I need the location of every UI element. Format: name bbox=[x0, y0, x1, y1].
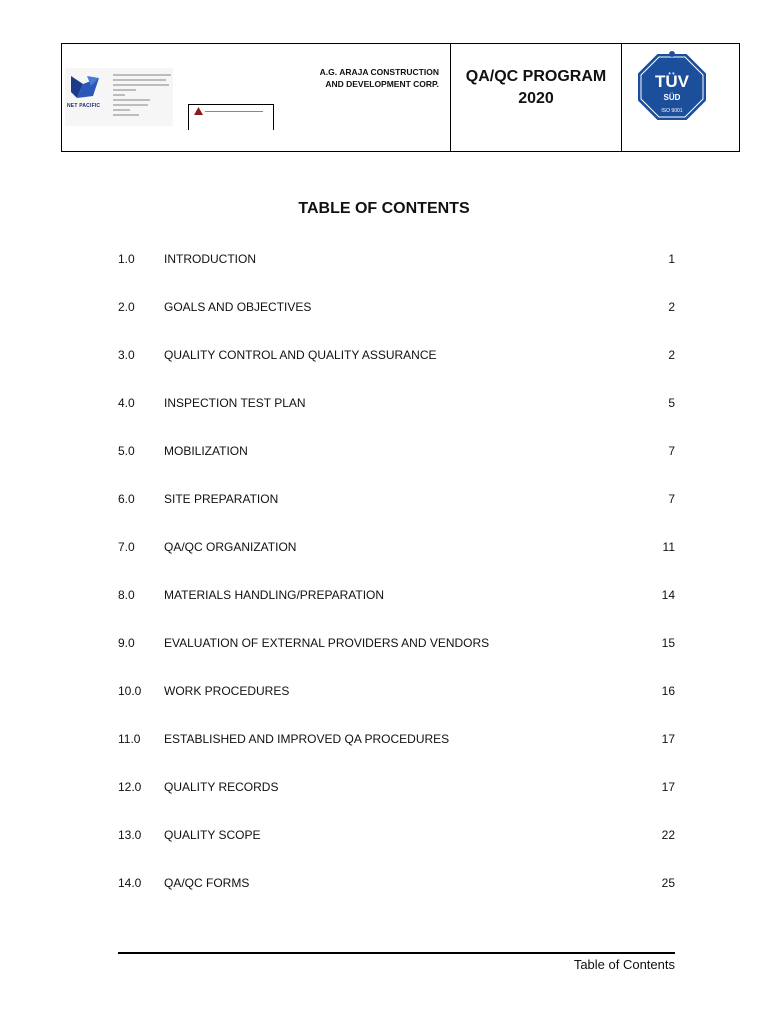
toc-entry-number: 9.0 bbox=[118, 636, 135, 650]
toc-entry-number: 4.0 bbox=[118, 396, 135, 410]
toc-entry bbox=[118, 875, 675, 891]
footer-rule bbox=[118, 952, 675, 954]
net-pacific-mark-icon bbox=[69, 74, 101, 100]
toc-entry-number: 11.0 bbox=[118, 732, 141, 746]
toc-entry bbox=[118, 731, 675, 747]
document-header bbox=[61, 43, 740, 152]
toc-entry-number: 6.0 bbox=[118, 492, 135, 506]
toc-entry-number: 3.0 bbox=[118, 348, 135, 362]
toc-entry-number: 8.0 bbox=[118, 588, 135, 602]
tuv-sub-text: SÜD bbox=[663, 93, 681, 102]
toc-entry-number: 12.0 bbox=[118, 780, 142, 794]
toc-entry-number: 14.0 bbox=[118, 876, 142, 890]
toc-entry-title: SITE PREPARATION bbox=[164, 492, 279, 506]
toc-entry bbox=[118, 635, 675, 651]
toc-entry-page: 2 bbox=[668, 300, 675, 314]
toc-entry bbox=[118, 683, 675, 699]
company-name bbox=[294, 66, 439, 90]
program-title-line2: 2020 bbox=[518, 90, 554, 107]
araja-logo-rule bbox=[205, 111, 263, 112]
toc-entry-number: 5.0 bbox=[118, 444, 135, 458]
toc-entry-title: MOBILIZATION bbox=[164, 444, 248, 458]
toc-entry-page: 15 bbox=[661, 636, 675, 650]
toc-entry bbox=[118, 299, 675, 315]
toc-entry-page: 22 bbox=[661, 828, 675, 842]
toc-entry-title: QUALITY SCOPE bbox=[164, 828, 261, 842]
toc-entry-title: QA/QC FORMS bbox=[164, 876, 250, 890]
company-name-line1: A.G. ARAJA CONSTRUCTION bbox=[319, 67, 439, 77]
toc-entry-title: ESTABLISHED AND IMPROVED QA PROCEDURES bbox=[164, 732, 450, 746]
toc-entry bbox=[118, 491, 675, 507]
program-title-line1: QA/QC PROGRAM bbox=[465, 68, 607, 85]
toc-entry bbox=[118, 587, 675, 603]
toc-entry-title: QA/QC ORGANIZATION bbox=[164, 540, 297, 554]
net-pacific-logo bbox=[65, 68, 173, 126]
toc-entry-page: 14 bbox=[661, 588, 675, 602]
toc-entry-title: GOALS AND OBJECTIVES bbox=[164, 300, 312, 314]
toc-entry-page: 7 bbox=[668, 444, 675, 458]
toc-entry-page: 11 bbox=[662, 540, 675, 554]
toc-entry-page: 25 bbox=[661, 876, 675, 890]
araja-logo-box bbox=[188, 104, 274, 130]
toc-entry-page: 17 bbox=[661, 732, 675, 746]
toc-entry-page: 1 bbox=[668, 252, 675, 266]
toc-entry-page: 2 bbox=[668, 348, 675, 362]
toc-entry-page: 17 bbox=[661, 780, 675, 794]
toc-entry bbox=[118, 347, 675, 363]
header-divider bbox=[621, 44, 622, 151]
araja-logo-icon bbox=[194, 107, 203, 115]
toc-entry-title: EVALUATION OF EXTERNAL PROVIDERS AND VENDORS bbox=[164, 636, 490, 650]
toc-entry-number: 7.0 bbox=[118, 540, 135, 554]
toc-entry-number: 13.0 bbox=[118, 828, 142, 842]
tuv-brand-text: TÜV bbox=[655, 72, 689, 91]
footer-label: Table of Contents bbox=[573, 957, 675, 972]
toc-entry bbox=[118, 251, 675, 267]
toc-entry bbox=[118, 539, 675, 555]
toc-entry-title: WORK PROCEDURES bbox=[164, 684, 290, 698]
toc-entry-page: 16 bbox=[661, 684, 675, 698]
toc-entry-title: QUALITY CONTROL AND QUALITY ASSURANCE bbox=[164, 348, 437, 362]
toc-title: TABLE OF CONTENTS bbox=[298, 200, 470, 217]
toc-entry-page: 5 bbox=[668, 396, 675, 410]
toc-entry-page: 7 bbox=[668, 492, 675, 506]
toc-entry bbox=[118, 443, 675, 459]
toc-entry bbox=[118, 827, 675, 843]
toc-entry-title: INTRODUCTION bbox=[164, 252, 256, 266]
net-pacific-name: NET PACIFIC bbox=[67, 103, 101, 109]
toc-entry bbox=[118, 779, 675, 795]
toc-entry bbox=[118, 395, 675, 411]
tuv-cert-text: ISO 9001 bbox=[661, 108, 683, 114]
address-block bbox=[113, 74, 171, 119]
company-name-line2: AND DEVELOPMENT CORP. bbox=[325, 79, 439, 89]
program-title bbox=[451, 66, 621, 110]
toc-entry-number: 1.0 bbox=[118, 252, 135, 266]
toc-entry-title: MATERIALS HANDLING/PREPARATION bbox=[164, 588, 385, 602]
toc-entry-title: INSPECTION TEST PLAN bbox=[164, 396, 306, 410]
toc-entry-number: 2.0 bbox=[118, 300, 135, 314]
tuv-sud-certification-badge bbox=[635, 51, 709, 123]
toc-entry-number: 10.0 bbox=[118, 684, 142, 698]
toc-entry-title: QUALITY RECORDS bbox=[164, 780, 279, 794]
